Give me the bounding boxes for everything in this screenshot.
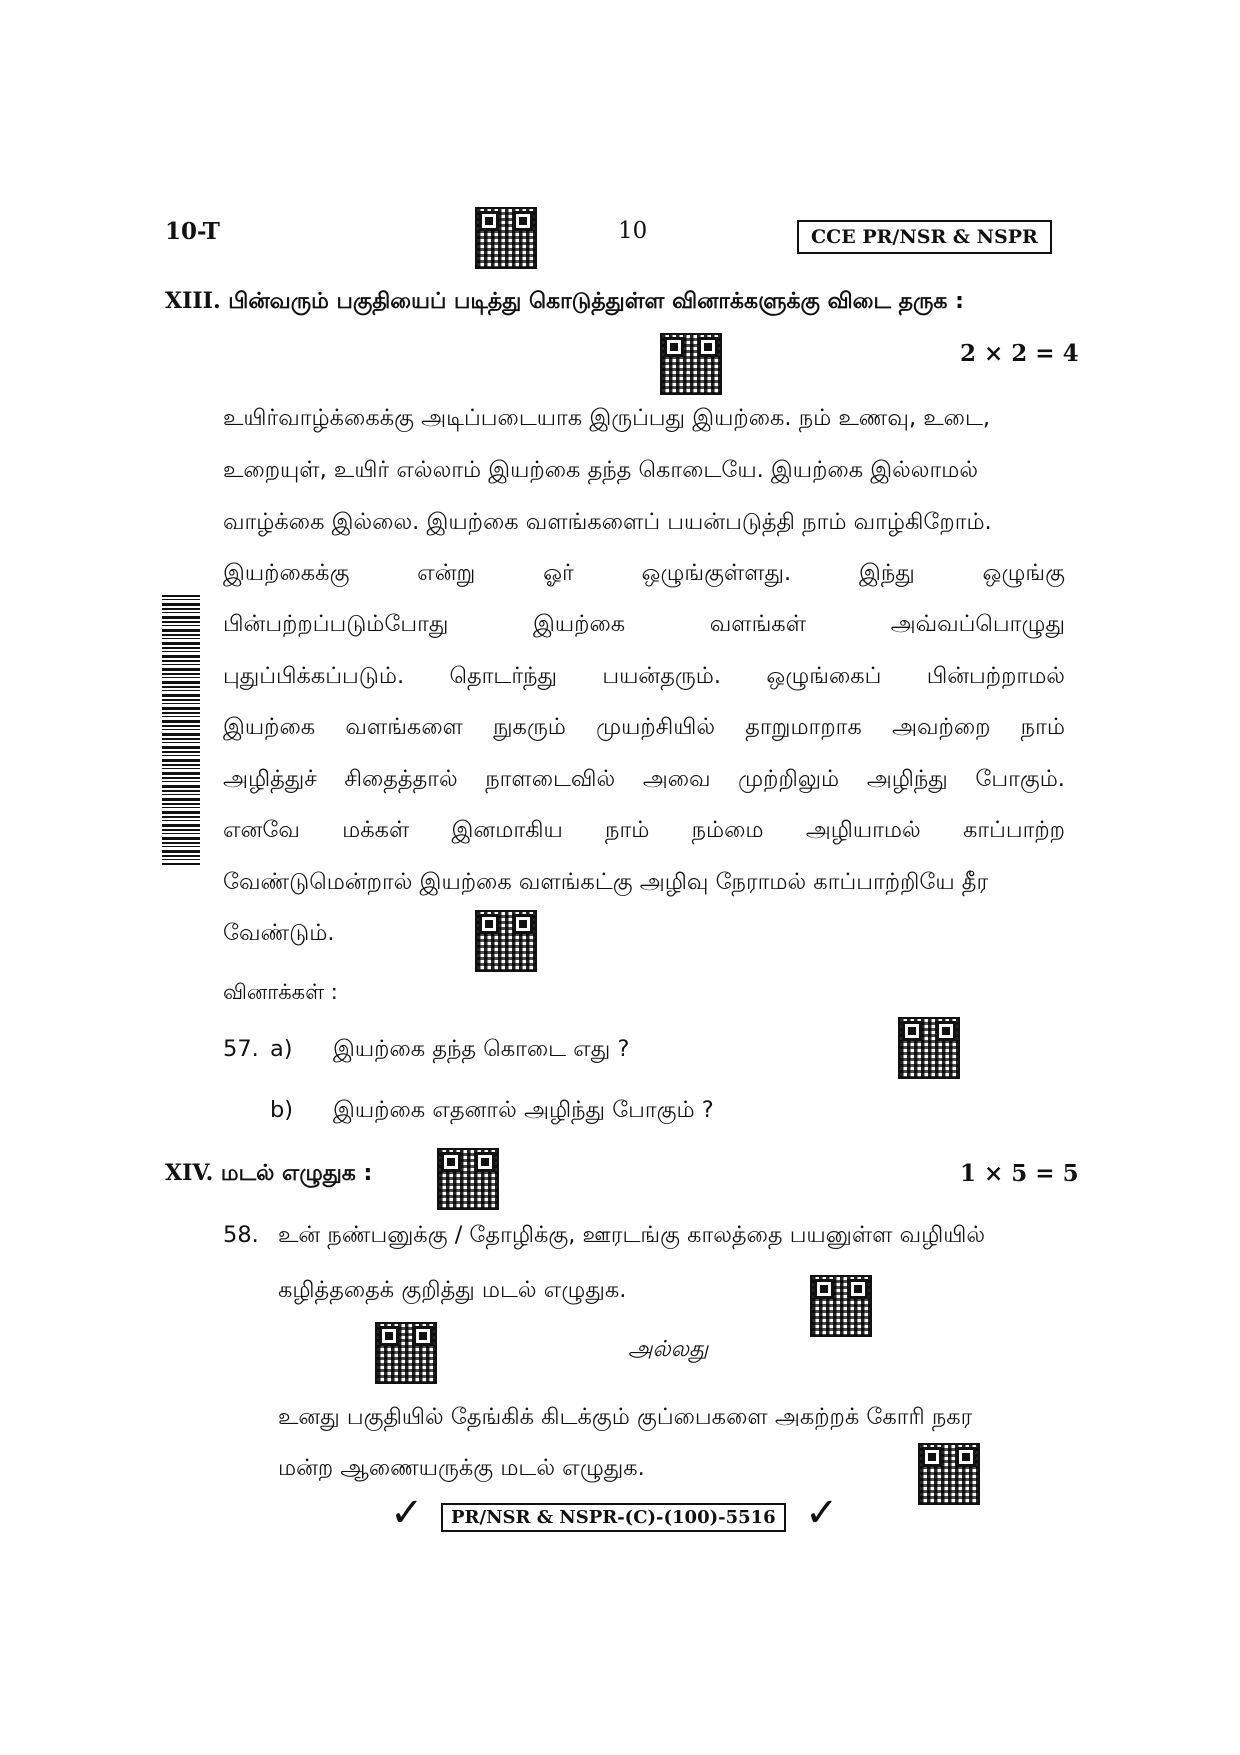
question-57a-text: இயற்கை தந்த கொடை எது ?	[333, 1036, 630, 1062]
passage-line: உயிர்வாழ்க்கைக்கு அடிப்படையாக இருப்பது இயற்கை. நம் உணவு, உடை,	[223, 405, 991, 431]
word: அழித்துச்	[223, 766, 317, 792]
section-marks: 1 × 5 = 5	[960, 1160, 1079, 1187]
word: அவ்வப்பொழுது	[890, 611, 1065, 637]
passage-line	[223, 609, 1065, 639]
footer-code: PR/NSR & NSPR-(C)-(100)-5516	[441, 1503, 786, 1532]
word: ஒழுங்குள்ளது.	[641, 560, 792, 586]
qr-code-icon	[437, 1148, 499, 1210]
section-14-heading	[165, 1160, 372, 1189]
word: அழிந்து	[866, 766, 948, 792]
question-58-alt-text: உனது பகுதியில் தேங்கிக் கிடக்கும் குப்பைகளை அகற்றக் கோரி நகர	[278, 1404, 973, 1430]
passage-line: வாழ்க்கை இல்லை. இயற்கை வளங்களைப் பயன்படுத்தி நாம் வாழ்கிறோம்.	[223, 509, 992, 535]
page-number: 10	[618, 218, 648, 244]
check-mark-icon: ✓	[805, 1490, 839, 1536]
word: முற்றிலும்	[738, 766, 840, 792]
word: அவை	[642, 766, 711, 792]
qr-code-icon	[810, 1275, 872, 1337]
word: காப்பாற்ற	[962, 817, 1065, 843]
passage-line: வேண்டுமென்றால் இயற்கை வளங்கட்கு அழிவு நேராமல் காப்பாற்றியே தீர	[223, 869, 989, 895]
question-58-alt-text: மன்ற ஆணையருக்கு மடல் எழுதுக.	[278, 1455, 645, 1481]
word: மக்கள்	[342, 817, 410, 843]
word: போகும்.	[975, 766, 1065, 792]
question-57-number: 57.	[223, 1036, 259, 1062]
word: என்று	[417, 560, 476, 586]
word: நம்மை	[691, 817, 764, 843]
word: தாறுமாறாக	[745, 714, 862, 740]
word: எனவே	[223, 817, 300, 843]
qr-code-icon	[918, 1443, 980, 1505]
passage-line	[223, 558, 1065, 588]
qr-code-icon	[375, 1322, 437, 1384]
word: வளங்களை	[345, 714, 463, 740]
word: அழியாமல்	[805, 817, 921, 843]
question-57a-label: a)	[270, 1036, 293, 1062]
barcode-icon	[162, 595, 200, 865]
exam-stamp: CCE PR/NSR & NSPR	[797, 220, 1052, 254]
word: புதுப்பிக்கப்படும்.	[223, 663, 405, 689]
word: இனமாகிய	[451, 817, 563, 843]
section-13-heading	[165, 288, 964, 317]
word: ஓர்	[543, 560, 574, 586]
word: சிதைத்தால்	[344, 766, 458, 792]
word: முயற்சியில்	[596, 714, 716, 740]
passage-line	[223, 764, 1065, 794]
word: இந்து	[858, 560, 915, 586]
questions-label: வினாக்கள் :	[223, 980, 338, 1004]
section-instruction: பின்வரும் பகுதியைப் படித்து கொடுத்துள்ள வினாக்களுக்கு விடை தருக :	[228, 289, 964, 314]
word: இயற்கைக்கு	[223, 560, 350, 586]
qr-code-icon	[475, 910, 537, 972]
question-57b-text: இயற்கை எதனால் அழிந்து போகும் ?	[333, 1097, 714, 1123]
word: பின்பற்றாமல்	[926, 663, 1065, 689]
paper-code: 10-T	[165, 218, 220, 245]
section-label: XIV.	[165, 1160, 214, 1186]
passage-line	[223, 815, 1065, 845]
word: நாம்	[1020, 714, 1065, 740]
check-mark-icon: ✓	[390, 1490, 424, 1536]
word: பயன்தரும்.	[602, 663, 721, 689]
question-58-text: உன் நண்பனுக்கு / தோழிக்கு, ஊரடங்கு காலத்தை பயனுள்ள வழியில்	[278, 1222, 986, 1248]
question-58-text: கழித்ததைக் குறித்து மடல் எழுதுக.	[278, 1277, 627, 1303]
word: ஒழுங்கு	[982, 560, 1065, 586]
passage-line	[223, 661, 1065, 691]
word: பின்பற்றப்படும்போது	[223, 611, 449, 637]
word: தொடர்ந்து	[449, 663, 558, 689]
word: வளங்கள்	[709, 611, 806, 637]
or-text: அல்லது	[628, 1337, 709, 1362]
section-label: XIII.	[165, 288, 221, 314]
word: நுகரும்	[493, 714, 566, 740]
word: அவற்றை	[892, 714, 991, 740]
word: நாளடைவில்	[485, 766, 616, 792]
passage-line: உறையுள், உயிர் எல்லாம் இயற்கை தந்த கொடையே. இயற்கை இல்லாமல்	[223, 457, 979, 483]
section-marks: 2 × 2 = 4	[960, 340, 1079, 367]
word: இயற்கை	[223, 714, 316, 740]
qr-code-icon	[898, 1017, 960, 1079]
word: ஒழுங்கைப்	[766, 663, 882, 689]
qr-code-icon	[475, 207, 537, 269]
qr-code-icon	[660, 333, 722, 395]
passage-line	[223, 712, 1065, 742]
question-58-number: 58.	[223, 1222, 259, 1248]
passage-line: வேண்டும்.	[223, 920, 335, 946]
word: இயற்கை	[532, 611, 626, 637]
question-57b-label: b)	[270, 1097, 294, 1123]
word: நாம்	[605, 817, 650, 843]
section-instruction: மடல் எழுதுக :	[220, 1161, 373, 1186]
